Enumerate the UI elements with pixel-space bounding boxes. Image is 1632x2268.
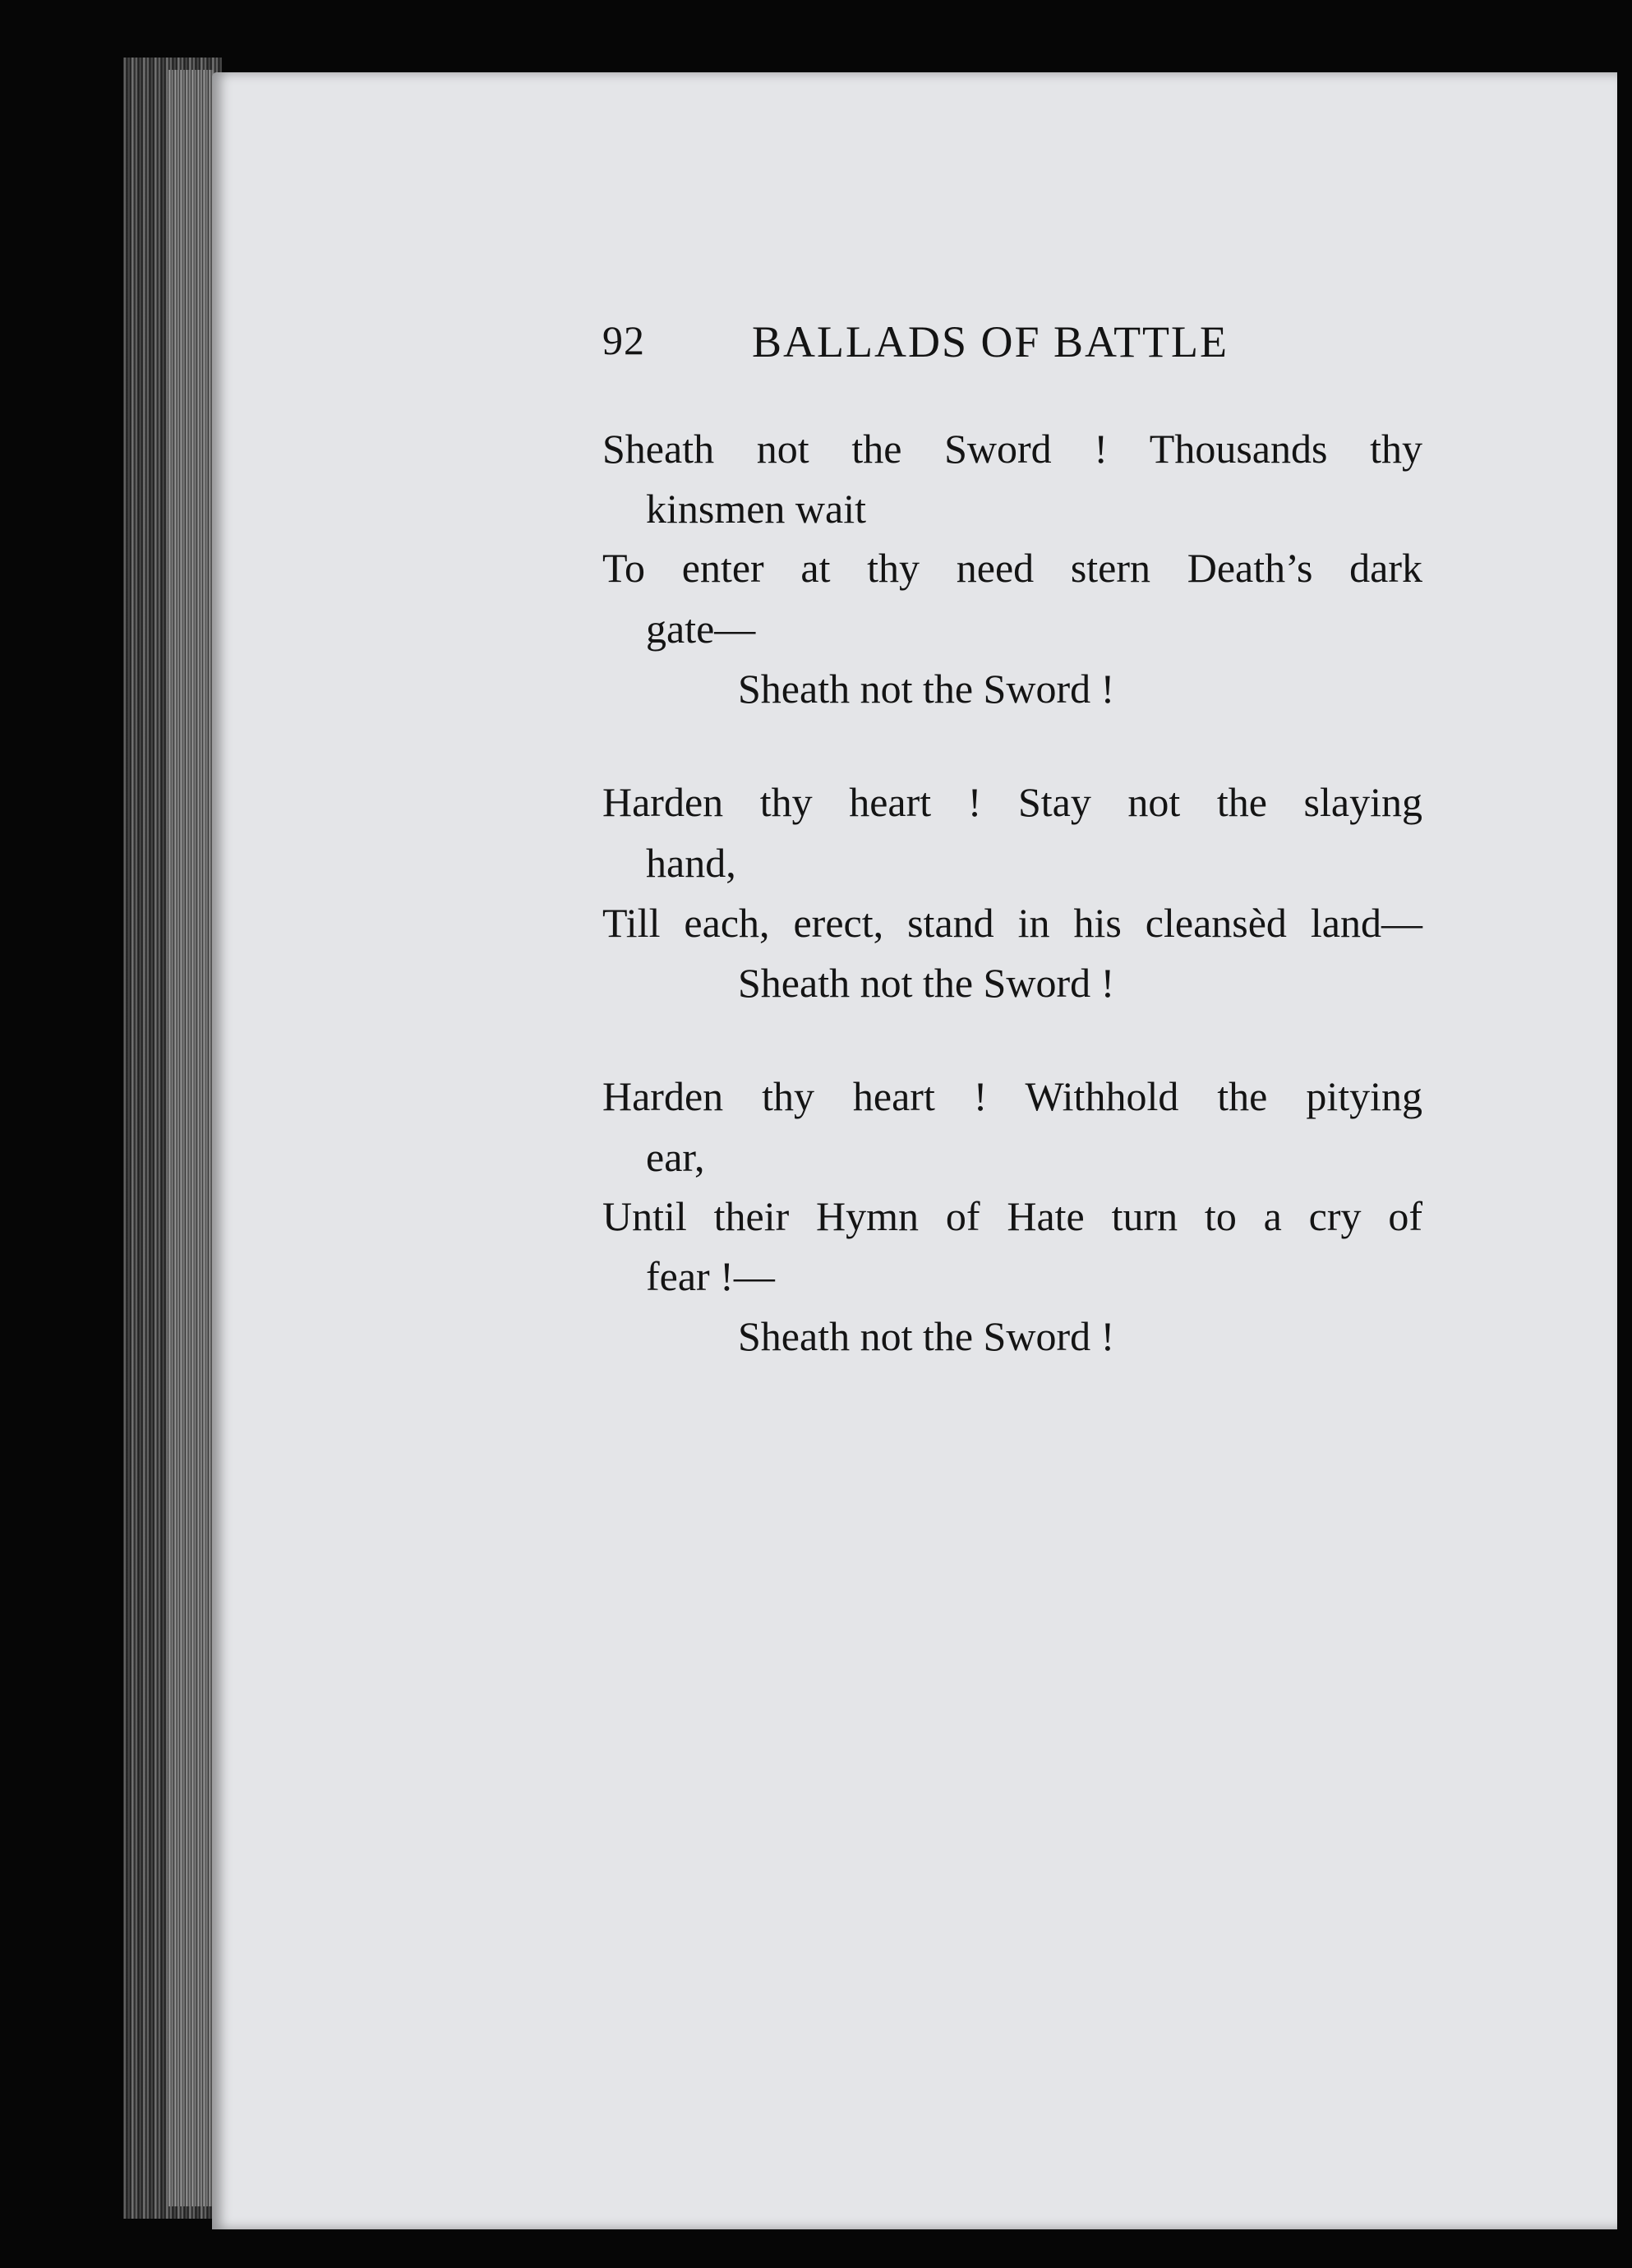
stanza-1-line-4: gate— — [646, 606, 756, 652]
stanza-3-refrain: Sheath not the Sword ! — [738, 1313, 1115, 1359]
page-number: 92 — [602, 317, 645, 363]
stanza-3-line-1: Harden thy heart ! Withhold the pitying — [602, 1073, 1422, 1119]
book-page-edges-highlight — [168, 70, 214, 2206]
running-title: BALLADS OF BATTLE — [752, 317, 1229, 366]
stanza-1-line-3: To enter at thy need stern Death’s dark — [602, 545, 1422, 591]
stanza-1-line-2: kinsmen wait — [646, 486, 867, 532]
stanza-3-line-2: ear, — [646, 1134, 705, 1180]
stanza-2-line-3: Till each, erect, stand in his cleansèd land— — [602, 900, 1422, 946]
stanza-2-line-2: hand, — [646, 840, 736, 886]
stanza-2-refrain: Sheath not the Sword ! — [738, 960, 1115, 1006]
stanza-3-line-4: fear !— — [646, 1253, 775, 1299]
page-sheet — [212, 72, 1617, 2229]
stanza-1-line-1: Sheath not the Sword ! Thousands thy — [602, 426, 1422, 472]
stanza-1-refrain: Sheath not the Sword ! — [738, 666, 1115, 712]
stanza-2-line-1: Harden thy heart ! Stay not the slaying — [602, 779, 1422, 825]
stanza-3-line-3: Until their Hymn of Hate turn to a cry of — [602, 1193, 1422, 1239]
